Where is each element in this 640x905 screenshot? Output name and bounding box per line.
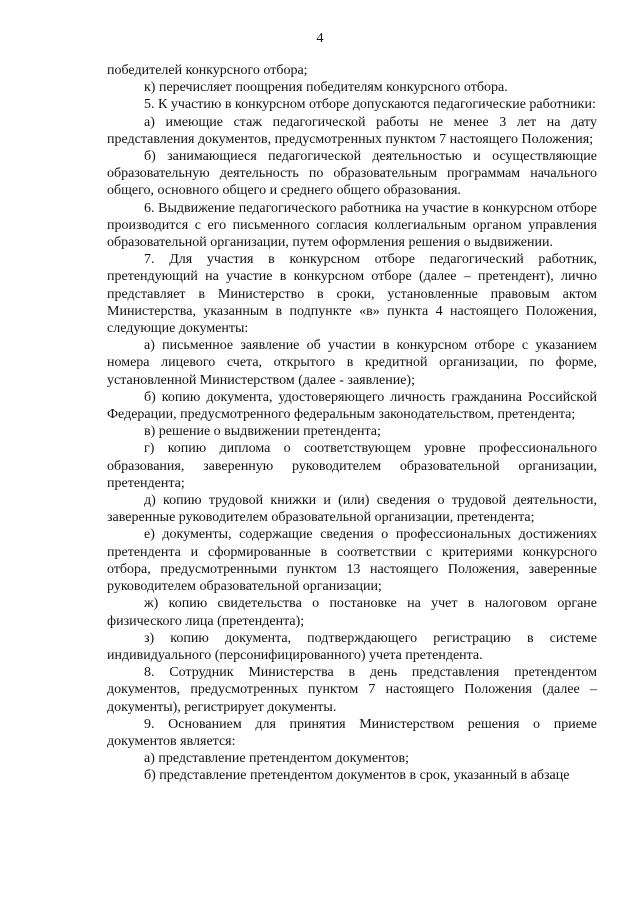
paragraph-item-k: к) перечисляет поощрения победителям конкурсного отбора. xyxy=(144,80,508,96)
paragraph-5-b: б) занимающиеся педагогической деятельностью и осуществляющие образовательную деятельность по образовательным программам начального общего, основного общего и среднего общего образования. xyxy=(107,149,597,199)
paragraph-7-e: е) документы, содержащие сведения о профессиональных достижениях претендента и сформированные в соответствии с критериями конкурсного отбора, предусмотренными пунктом 13 настоящего Положения, заверенные руководителем образовательной организации; xyxy=(107,527,597,595)
paragraph-7-z: з) копию документа, подтверждающего регистрацию в системе индивидуального (персонифицированного) учета претендента. xyxy=(107,630,597,663)
paragraph-6: 6. Выдвижение педагогического работника на участие в конкурсном отборе производится с его письменного согласия коллегиальным органом управления образовательной организации, путем оформления решения о выдвижении. xyxy=(107,200,597,251)
paragraph-7-v: в) решение о выдвижении претендента; xyxy=(144,424,381,440)
paragraph-7-b: б) копию документа, удостоверяющего личность гражданина Российской Федерации, предусмотренного федеральным законодательством, претендента; xyxy=(107,389,597,423)
page-number: 4 xyxy=(316,31,324,46)
paragraph-7-d: д) копию трудовой книжки и (или) сведения о трудовой деятельности, заверенные руководителем образовательной организации, претендента; xyxy=(107,493,597,526)
document-body xyxy=(107,62,597,785)
paragraph-7-g: г) копию диплома о соответствующем уровне профессионального образования, заверенную руководителем образовательной организации, претендента; xyxy=(107,441,597,491)
paragraph-8: 8. Сотрудник Министерства в день представления претендентом документов, предусмотренных пунктом 7 настоящего Положения (далее – документы), регистрирует документы. xyxy=(107,665,597,715)
paragraph-5: 5. К участию в конкурсном отборе допускаются педагогические работники: xyxy=(144,97,596,113)
paragraph-9-b: б) представление претендентом документов в срок, указанный в абзаце xyxy=(144,768,570,784)
paragraph-9-a: а) представление претендентом документов; xyxy=(144,751,409,767)
paragraph-5-a: а) имеющие стаж педагогической работы не менее 3 лет на дату представления документов, предусмотренных пунктом 7 настоящего Положения; xyxy=(107,114,597,147)
paragraph-7-a: а) письменное заявление об участии в конкурсном отборе с указанием номера лицевого счета, открытого в кредитной организации, по форме, установленной Министерством (далее - заявление); xyxy=(107,338,597,388)
paragraph-continuation: победителей конкурсного отбора; xyxy=(107,63,308,78)
paragraph-7: 7. Для участия в конкурсном отборе педагогический работник, претендующий на участие в конкурсном отборе (далее – претендент), лично представляет в Министерство в сроки, установленные правовым актом Министерства, указанным в подпункте «в» пункта 4 настоящего Положения, следующие документы: xyxy=(107,252,597,337)
paragraph-9: 9. Основанием для принятия Министерством решения о приеме документов является: xyxy=(107,716,597,749)
paragraph-7-zh: ж) копию свидетельства о постановке на учет в налоговом органе физического лица (претендента); xyxy=(107,596,597,629)
